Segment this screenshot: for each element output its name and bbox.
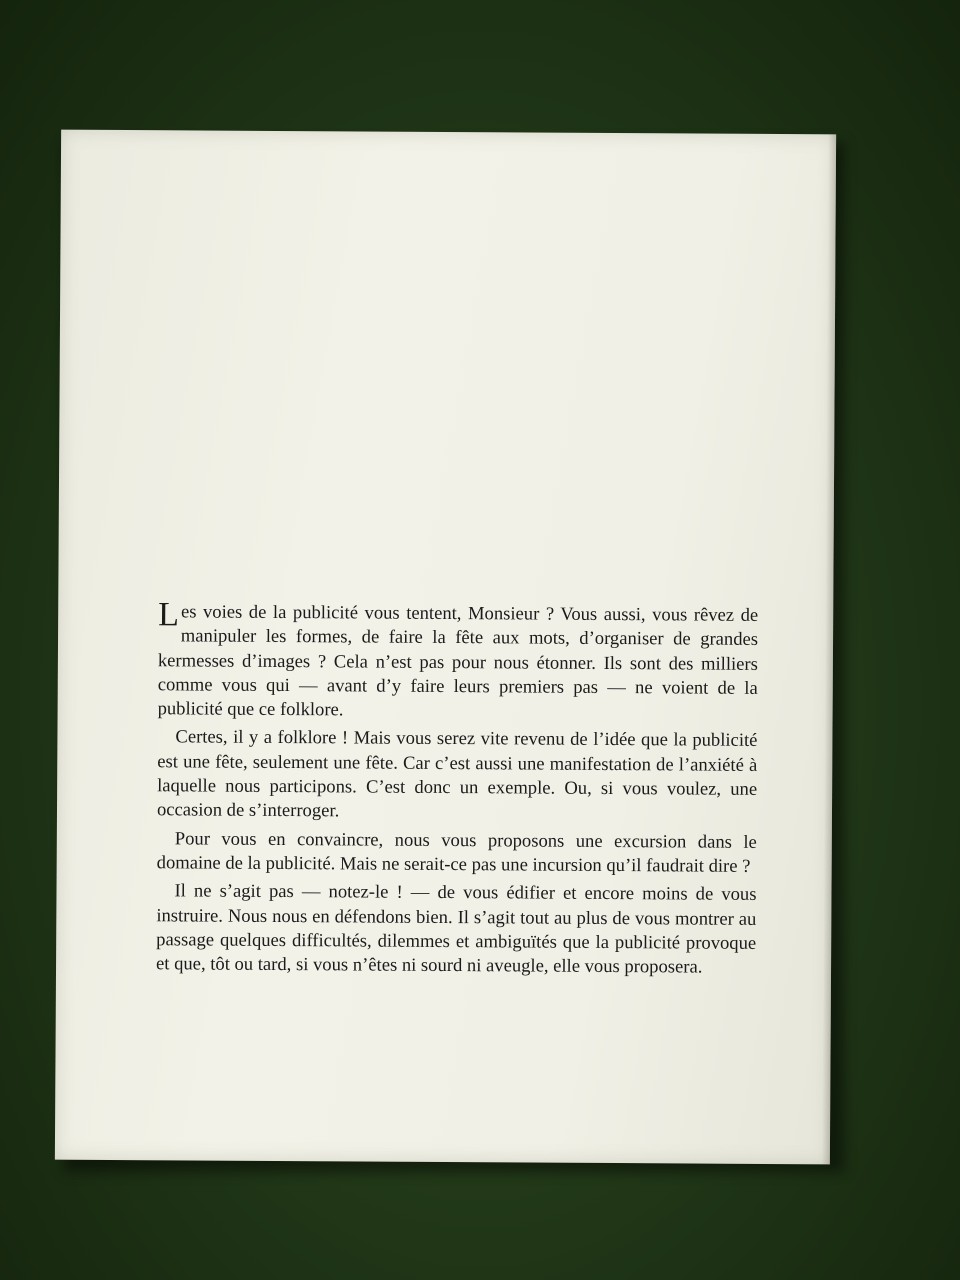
- blurb-paragraph-1-text: es voies de la publicité vous tentent, Monsieur ? Vous aussi, vous rêvez de manipuler les formes, de faire la fête aux mots, d’organiser de grandes kermesses d’images ? Cela n’est pas pour nous étonner. Ils sont des milliers comme vous qui — avant d’y faire leurs premiers pas — ne voient de la publicité que ce folklore.: [157, 601, 759, 721]
- blurb-paragraph-1: [157, 596, 759, 725]
- drop-cap: L: [158, 596, 180, 634]
- blurb-paragraph-4: Il ne s’agit pas — notez-le ! — de vous édifier et encore moins de vous instruire. Nous nous en défendons bien. Il s’agit tout au plus de vous montrer au passage quelques difficultés, dilemmes et ambiguïtés que la publicité provoque et que, tôt ou tard, si vous n’êtes ni sourd ni aveugle, elle vous proposera.: [155, 880, 757, 978]
- cover-blurb: [155, 596, 759, 984]
- blurb-paragraph-3: Pour vous en convaincre, nous vous proposons une excursion dans le domaine de la publicité. Mais ne serait-ce pas une incursion qu’il faudrait dire ?: [156, 828, 757, 877]
- blurb-paragraph-2: Certes, il y a folklore ! Mais vous serez vite revenu de l’idée que la publicité est une fête, seulement une fête. Car c’est aussi une manifestation de l’anxiété à laquelle nous participons. C’est donc un exemple. Ou, si vous voulez, une occasion de s’interroger.: [156, 726, 758, 822]
- book-back-cover: [55, 130, 836, 1165]
